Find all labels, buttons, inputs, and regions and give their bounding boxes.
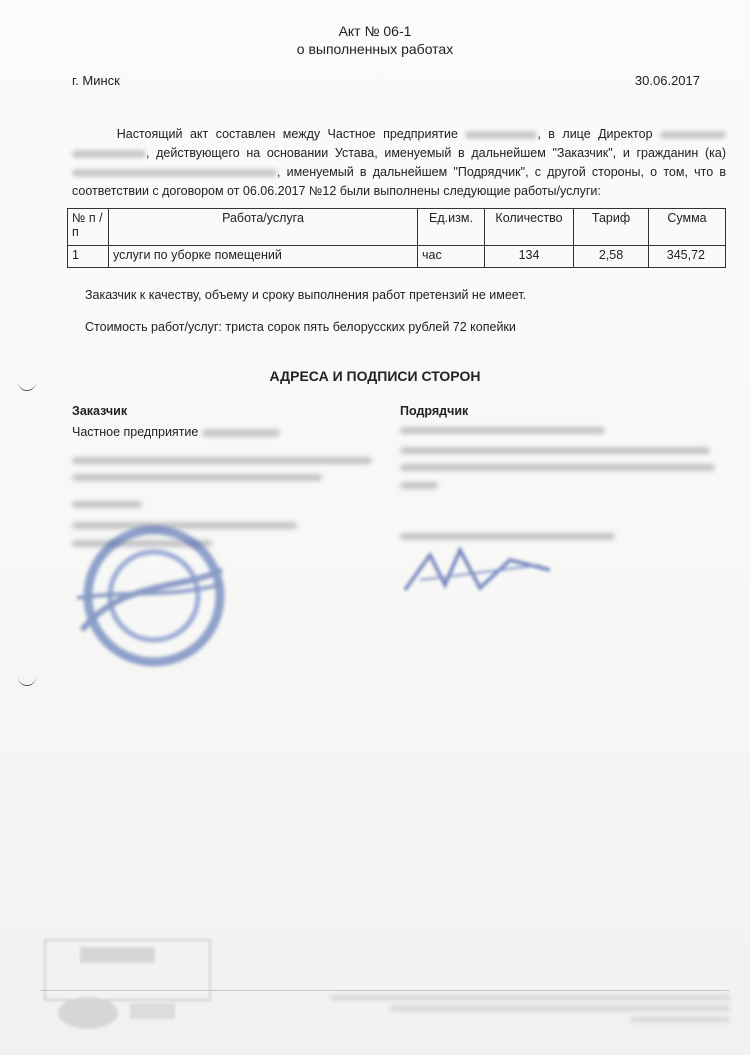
cell-service: услуги по уборке помещений	[109, 246, 418, 268]
footer-divider	[40, 990, 730, 991]
redacted-contractor-line	[400, 533, 615, 540]
redacted-director-name-2	[72, 150, 146, 158]
cost-note: Стоимость работ/услуг: триста сорок пять белорусских рублей 72 копейки	[85, 320, 516, 334]
redacted-customer-line	[72, 457, 372, 464]
redacted-contractor-line	[400, 427, 605, 434]
document-date: 30.06.2017	[634, 73, 700, 88]
intro-part-1: Настоящий акт составлен между Частное предприятие	[116, 127, 458, 141]
customer-org	[72, 425, 280, 439]
footer-redacted-line	[330, 995, 730, 1000]
table-row	[68, 246, 726, 268]
table-header-row	[68, 209, 726, 246]
redacted-director-name	[660, 131, 726, 139]
intro-paragraph	[72, 125, 726, 201]
redacted-customer-org-name	[202, 429, 280, 437]
customer-label: Заказчик	[72, 404, 128, 418]
col-header-rate: Тариф	[574, 209, 649, 246]
punch-hole	[18, 675, 36, 686]
intro-part-2: , в лице Директор	[537, 127, 653, 141]
col-header-quantity: Количество	[485, 209, 574, 246]
redacted-customer-line	[72, 474, 322, 481]
cell-rate: 2,58	[574, 246, 649, 268]
document-title	[0, 22, 750, 58]
redacted-customer-line	[72, 501, 142, 508]
quality-note: Заказчик к качеству, объему и сроку выполнения работ претензий не имеет.	[85, 288, 527, 302]
footer-redacted-line	[630, 1017, 730, 1022]
cell-quantity: 134	[485, 246, 574, 268]
work-table	[67, 208, 726, 268]
customer-org-label: Частное предприятие	[72, 425, 199, 439]
redacted-contractor-line	[400, 447, 710, 454]
footer-redacted-line	[390, 1006, 730, 1011]
col-header-sum: Сумма	[649, 209, 726, 246]
col-header-unit: Ед.изм.	[418, 209, 485, 246]
signature-icon	[400, 540, 560, 600]
redacted-contractor-name	[72, 169, 277, 177]
publisher-logo-icon	[40, 935, 215, 1035]
redacted-contractor-line	[400, 464, 715, 471]
contractor-label: Подрядчик	[400, 404, 469, 418]
cell-sum: 345,72	[649, 246, 726, 268]
redacted-company-name	[465, 131, 537, 139]
redacted-contractor-line	[400, 482, 438, 489]
signatures-section-title: АДРЕСА И ПОДПИСИ СТОРОН	[269, 368, 481, 384]
title-line-2: о выполненных работах	[296, 41, 454, 57]
intro-part-4: , именуемый в дальнейшем "Подрядчик", с другой стороны, о том, что в соответствии с договором от 06.06.2017 №12 были выполнены следующие работы/услуги:	[72, 165, 726, 198]
cell-unit: час	[418, 246, 485, 268]
city: г. Минск	[72, 73, 120, 88]
col-header-number: № п /п	[68, 209, 109, 246]
col-header-service: Работа/услуга	[109, 209, 418, 246]
intro-part-3: , действующего на основании Устава, именуемый в дальнейшем "Заказчик", и гражданин (ка)	[146, 146, 726, 160]
footer-redacted	[330, 995, 730, 1010]
punch-hole	[18, 380, 36, 391]
stamp-icon	[72, 520, 227, 670]
cell-number: 1	[68, 246, 109, 268]
title-line-1: Акт № 06-1	[338, 23, 412, 39]
